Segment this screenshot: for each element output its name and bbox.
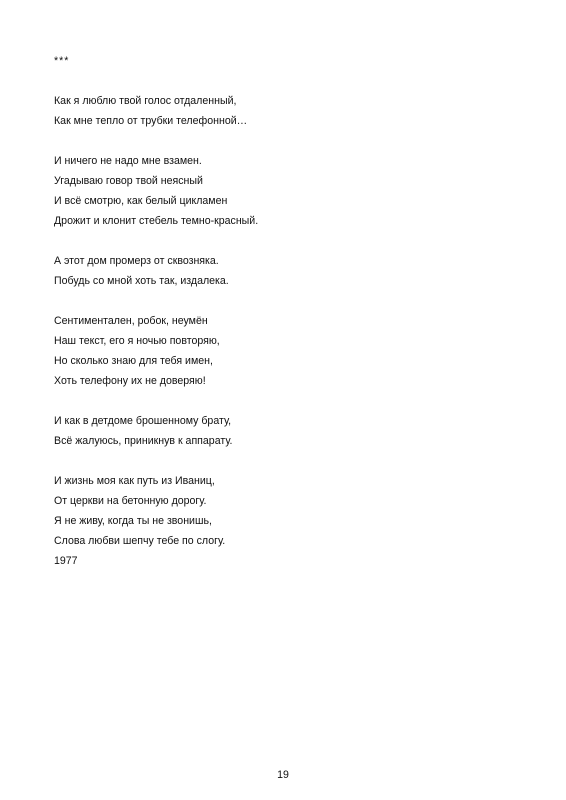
poem-line: Как я люблю твой голос отдаленный, bbox=[54, 95, 237, 107]
poem bbox=[54, 51, 524, 571]
poem-line: Всё жалуюсь, приникнув к аппарату. bbox=[54, 435, 233, 447]
poem-line: И жизнь моя как путь из Иваниц, bbox=[54, 475, 215, 487]
poem-year: 1977 bbox=[54, 555, 78, 567]
page-number: 19 bbox=[277, 769, 289, 781]
poem-line: Слова любви шепчу тебе по слогу. bbox=[54, 535, 226, 547]
poem-line: Угадываю говор твой неясный bbox=[54, 175, 203, 187]
poem-line: Я не живу, когда ты не звонишь, bbox=[54, 515, 212, 527]
poem-line: Но сколько знаю для тебя имен, bbox=[54, 355, 213, 367]
poem-line: А этот дом промерз от сквозняка. bbox=[54, 255, 219, 267]
poem-line: И ничего не надо мне взамен. bbox=[54, 155, 202, 167]
poem-line: Побудь со мной хоть так, издалека. bbox=[54, 275, 229, 287]
poem-line: И как в детдоме брошенному брату, bbox=[54, 415, 232, 427]
poem-line: От церкви на бетонную дорогу. bbox=[54, 495, 207, 507]
poem-line: И всё смотрю, как белый цикламен bbox=[54, 195, 228, 207]
poem-line: Дрожит и клонит стебель темно-красный. bbox=[54, 215, 259, 227]
poem-line: Наш текст, его я ночью повторяю, bbox=[54, 335, 220, 347]
poem-line: Хоть телефону их не доверяю! bbox=[54, 375, 206, 387]
poem-line: Как мне тепло от трубки телефонной… bbox=[54, 115, 248, 127]
poem-separator: *** bbox=[54, 55, 70, 67]
poem-line: Сентиментален, робок, неумён bbox=[54, 315, 208, 327]
